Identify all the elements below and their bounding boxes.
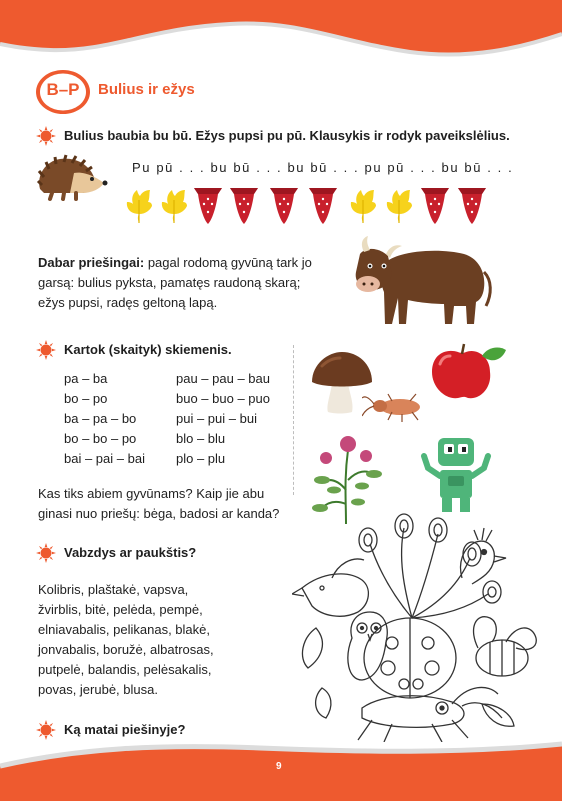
- yellow-leaf-icon[interactable]: [124, 188, 154, 224]
- word-list-line: jonvabalis, boružė, albatrosas,: [38, 642, 214, 657]
- syllable-item: pau – pau – bau: [176, 371, 270, 386]
- page-number: 9: [276, 761, 282, 772]
- hidden-animals-line-art: [292, 508, 538, 742]
- syllable-item: plo – plu: [176, 451, 226, 466]
- syllable-item: buo – buo – puo: [176, 391, 270, 406]
- bull-icon: [346, 232, 496, 332]
- lesson-badge-label: B–P: [46, 80, 80, 99]
- red-scarf-icon[interactable]: [228, 186, 260, 226]
- section4-heading: Vabzdys ar paukštis?: [64, 545, 197, 560]
- section3-question: [38, 484, 279, 524]
- syllable-item: pui – pui – bui: [176, 411, 257, 426]
- word-list-line: elniavabalis, pelikanas, blakė,: [38, 622, 210, 637]
- syllables-column-2: [176, 369, 270, 469]
- section2-paragraph: [38, 253, 338, 313]
- section2-line1: pagal rodomą gyvūną tark jo: [144, 255, 312, 270]
- section2-lead: Dabar priešingai:: [38, 255, 145, 270]
- red-scarf-icon[interactable]: [307, 186, 339, 226]
- word-list-line: povas, jerubė, blusa.: [38, 682, 158, 697]
- lesson-title: Bulius ir ežys: [98, 81, 195, 98]
- question-line2: ginasi nuo priešų: bėga, badosi ar kanda?: [38, 506, 280, 521]
- sound-sequence-text: Pu pū . . . bu bū . . . bu bū . . . pu pū . . . bu bū . . .: [132, 160, 514, 175]
- yellow-leaf-icon[interactable]: [384, 188, 414, 224]
- sun-bullet-icon: [36, 340, 56, 360]
- sun-bullet-icon: [36, 126, 56, 146]
- hedgehog-icon: [34, 151, 108, 203]
- yellow-leaf-icon[interactable]: [159, 188, 189, 224]
- robot-icon: [418, 432, 494, 516]
- sun-bullet-icon: [36, 720, 56, 740]
- section1-instruction: Bulius baubia bu bū. Ežys pupsi pu pū. Klausykis ir rodyk paveikslėlius.: [64, 128, 510, 143]
- top-wave-banner: [0, 0, 562, 60]
- syllable-item: bai – pai – bai: [64, 451, 145, 466]
- sun-bullet-icon: [36, 543, 56, 563]
- section2-line3: ežys pupsi, radęs geltoną lapą.: [38, 295, 218, 310]
- dashed-divider: [293, 345, 294, 495]
- section4-word-list: [38, 580, 214, 700]
- red-scarf-icon[interactable]: [419, 186, 451, 226]
- word-list-line: Kolibris, plaštakė, vapsva,: [38, 582, 189, 597]
- yellow-leaf-icon[interactable]: [348, 188, 378, 224]
- red-scarf-icon[interactable]: [268, 186, 300, 226]
- section2-line2: garsą: bulius pyksta, pamatęs raudoną skarą;: [38, 275, 301, 290]
- syllable-item: ba – pa – bo: [64, 411, 137, 426]
- section3-heading: Kartok (skaityk) skiemenis.: [64, 342, 232, 357]
- apple-icon: [428, 342, 508, 402]
- syllable-item: bo – bo – po: [64, 431, 137, 446]
- picture-sequence: [124, 186, 494, 230]
- word-list-line: putpelė, balandis, pelėsakalis,: [38, 662, 212, 677]
- syllable-item: pa – ba: [64, 371, 108, 386]
- question-line1: Kas tiks abiem gyvūnams? Kaip jie abu: [38, 486, 265, 501]
- section5-heading: Ką matai piešinyje?: [64, 722, 186, 737]
- syllable-item: bo – po: [64, 391, 108, 406]
- word-list-line: žvirblis, bitė, pelėda, pempė,: [38, 602, 203, 617]
- syllables-column-1: [64, 369, 145, 469]
- red-scarf-icon[interactable]: [192, 186, 224, 226]
- red-scarf-icon[interactable]: [456, 186, 488, 226]
- beetle-icon: [362, 392, 432, 422]
- syllable-item: blo – blu: [176, 431, 226, 446]
